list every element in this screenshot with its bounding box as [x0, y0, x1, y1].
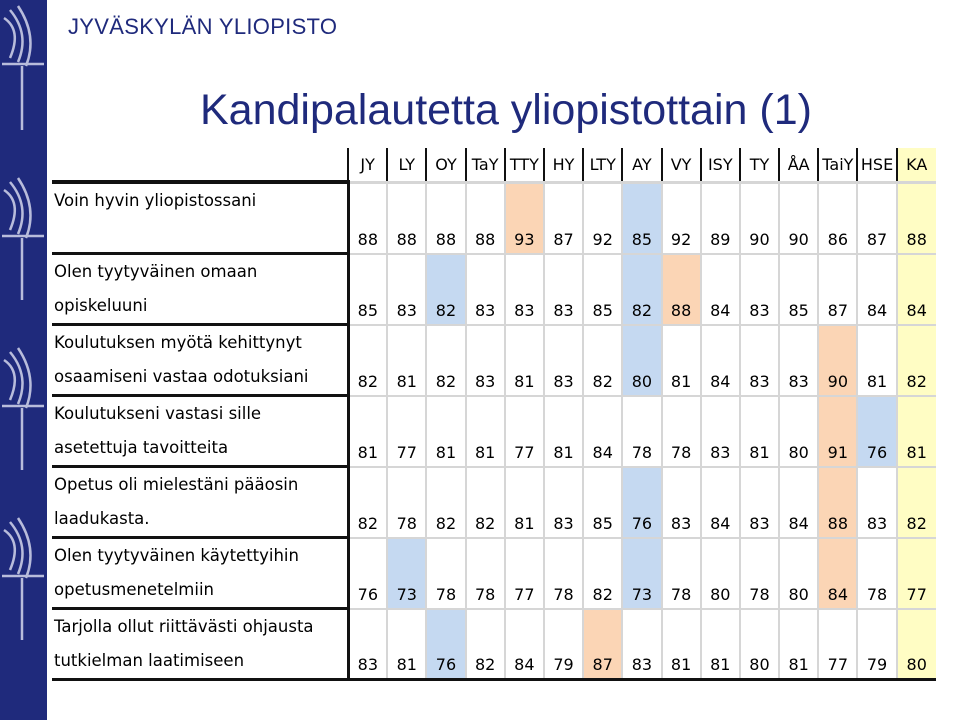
value-cell: 83 [701, 396, 740, 467]
column-header: TaiY [818, 148, 857, 182]
column-header: JY [348, 148, 387, 182]
value-cell: 81 [701, 609, 740, 680]
value-cell: 82 [348, 467, 387, 538]
column-header: ISY [701, 148, 740, 182]
column-header: TaY [466, 148, 505, 182]
row-label-line: Tarjolla ollut riittävästi ohjausta [54, 617, 314, 636]
value-cell: 80 [897, 609, 936, 680]
value-cell: 81 [857, 325, 896, 396]
value-cell: 79 [857, 609, 896, 680]
value-cell: 83 [622, 609, 661, 680]
value-cell: 87 [818, 254, 857, 325]
value-cell: 85 [583, 467, 622, 538]
value-cell: 83 [740, 467, 779, 538]
value-cell: 84 [583, 396, 622, 467]
sidebar-band [0, 0, 47, 720]
table-row [52, 396, 936, 467]
value-cell: 81 [779, 609, 818, 680]
value-cell: 80 [622, 325, 661, 396]
value-cell: 83 [544, 467, 583, 538]
value-cell: 81 [505, 325, 544, 396]
row-label-line: Opetus oli mielestäni pääosin [54, 475, 299, 494]
row-label [52, 396, 348, 467]
row-label-line: osaamiseni vastaa odotuksiani [54, 367, 309, 386]
row-label-line: Olen tyytyväinen omaan [54, 262, 258, 281]
value-cell: 88 [662, 254, 701, 325]
value-cell: 77 [505, 396, 544, 467]
value-cell: 81 [348, 396, 387, 467]
value-cell: 77 [505, 538, 544, 609]
value-cell: 81 [897, 396, 936, 467]
column-header: LY [387, 148, 426, 182]
value-cell: 92 [583, 182, 622, 254]
table-row [52, 254, 936, 325]
value-cell: 73 [387, 538, 426, 609]
column-header: AY [622, 148, 661, 182]
row-label [52, 325, 348, 396]
value-cell: 83 [662, 467, 701, 538]
value-cell: 88 [387, 182, 426, 254]
value-cell: 81 [387, 609, 426, 680]
row-label-line: opiskeluuni [54, 296, 148, 315]
value-cell: 76 [857, 396, 896, 467]
value-cell: 78 [662, 396, 701, 467]
value-cell: 88 [426, 182, 465, 254]
value-cell: 83 [857, 467, 896, 538]
column-header: OY [426, 148, 465, 182]
value-cell: 81 [662, 325, 701, 396]
table-body [52, 182, 936, 680]
value-cell: 83 [544, 325, 583, 396]
value-cell: 86 [818, 182, 857, 254]
value-cell: 78 [662, 538, 701, 609]
row-label-line: laadukasta. [54, 509, 150, 528]
table-row [52, 609, 936, 680]
value-cell: 85 [348, 254, 387, 325]
column-header: LTY [583, 148, 622, 182]
value-cell: 83 [505, 254, 544, 325]
value-cell: 78 [622, 396, 661, 467]
table-corner [52, 148, 348, 182]
row-label-line: asetettuja tavoitteita [54, 438, 229, 457]
value-cell: 78 [426, 538, 465, 609]
value-cell: 77 [897, 538, 936, 609]
value-cell: 82 [466, 609, 505, 680]
value-cell: 87 [857, 182, 896, 254]
value-cell: 81 [505, 467, 544, 538]
row-label-line: Koulutuksen myötä kehittynyt [54, 333, 302, 352]
row-label-line: tutkielman laatimiseen [54, 651, 245, 670]
value-cell: 88 [466, 182, 505, 254]
value-cell: 77 [818, 609, 857, 680]
value-cell: 76 [426, 609, 465, 680]
value-cell: 76 [622, 467, 661, 538]
value-cell: 83 [779, 325, 818, 396]
column-header: ÅA [779, 148, 818, 182]
value-cell: 87 [544, 182, 583, 254]
value-cell: 81 [426, 396, 465, 467]
value-cell: 76 [348, 538, 387, 609]
value-cell: 80 [740, 609, 779, 680]
row-label [52, 538, 348, 609]
page-title: Kandipalautetta yliopistottain (1) [200, 86, 812, 134]
value-cell: 81 [662, 609, 701, 680]
value-cell: 78 [387, 467, 426, 538]
value-cell: 80 [779, 538, 818, 609]
value-cell: 79 [544, 609, 583, 680]
column-header: HSE [857, 148, 896, 182]
value-cell: 84 [897, 254, 936, 325]
value-cell: 83 [544, 254, 583, 325]
row-label-line: Koulutukseni vastasi sille [54, 404, 262, 423]
value-cell: 78 [857, 538, 896, 609]
column-header: KA [897, 148, 936, 182]
value-cell: 81 [387, 325, 426, 396]
value-cell: 84 [779, 467, 818, 538]
value-cell: 85 [583, 254, 622, 325]
value-cell: 82 [426, 467, 465, 538]
value-cell: 78 [740, 538, 779, 609]
value-cell: 73 [622, 538, 661, 609]
value-cell: 83 [348, 609, 387, 680]
row-label [52, 467, 348, 538]
value-cell: 90 [818, 325, 857, 396]
university-logo-pattern-icon [0, 0, 47, 720]
value-cell: 82 [466, 467, 505, 538]
table-row [52, 325, 936, 396]
table-row [52, 182, 936, 254]
row-label-line [54, 218, 347, 252]
value-cell: 88 [897, 182, 936, 254]
value-cell: 88 [818, 467, 857, 538]
column-header: HY [544, 148, 583, 182]
table-row [52, 538, 936, 609]
value-cell: 82 [426, 254, 465, 325]
value-cell: 81 [544, 396, 583, 467]
value-cell: 90 [779, 182, 818, 254]
row-label [52, 182, 348, 254]
column-header: TTY [505, 148, 544, 182]
value-cell: 87 [583, 609, 622, 680]
university-name: JYVÄSKYLÄN YLIOPISTO [68, 14, 338, 39]
value-cell: 89 [701, 182, 740, 254]
feedback-table [52, 148, 936, 681]
value-cell: 82 [583, 325, 622, 396]
value-cell: 83 [466, 254, 505, 325]
row-label [52, 254, 348, 325]
value-cell: 88 [348, 182, 387, 254]
row-label [52, 609, 348, 680]
value-cell: 82 [622, 254, 661, 325]
value-cell: 84 [857, 254, 896, 325]
table-row [52, 467, 936, 538]
row-label-line: Voin hyvin yliopistossani [54, 191, 257, 210]
value-cell: 82 [897, 325, 936, 396]
value-cell: 82 [897, 467, 936, 538]
column-header: VY [662, 148, 701, 182]
value-cell: 91 [818, 396, 857, 467]
row-label-line: Olen tyytyväinen käytettyihin [54, 546, 299, 565]
value-cell: 92 [662, 182, 701, 254]
value-cell: 83 [740, 254, 779, 325]
value-cell: 84 [701, 254, 740, 325]
value-cell: 78 [544, 538, 583, 609]
value-cell: 82 [583, 538, 622, 609]
value-cell: 84 [701, 325, 740, 396]
value-cell: 85 [779, 254, 818, 325]
value-cell: 77 [387, 396, 426, 467]
value-cell: 78 [466, 538, 505, 609]
value-cell: 83 [740, 325, 779, 396]
table-header-row [52, 148, 936, 182]
value-cell: 90 [740, 182, 779, 254]
value-cell: 81 [740, 396, 779, 467]
value-cell: 85 [622, 182, 661, 254]
column-header: TY [740, 148, 779, 182]
value-cell: 84 [818, 538, 857, 609]
row-label-line: opetusmenetelmiin [54, 580, 214, 599]
value-cell: 82 [348, 325, 387, 396]
value-cell: 80 [701, 538, 740, 609]
value-cell: 83 [466, 325, 505, 396]
value-cell: 83 [387, 254, 426, 325]
value-cell: 84 [505, 609, 544, 680]
value-cell: 82 [426, 325, 465, 396]
value-cell: 84 [701, 467, 740, 538]
value-cell: 93 [505, 182, 544, 254]
value-cell: 80 [779, 396, 818, 467]
value-cell: 81 [466, 396, 505, 467]
